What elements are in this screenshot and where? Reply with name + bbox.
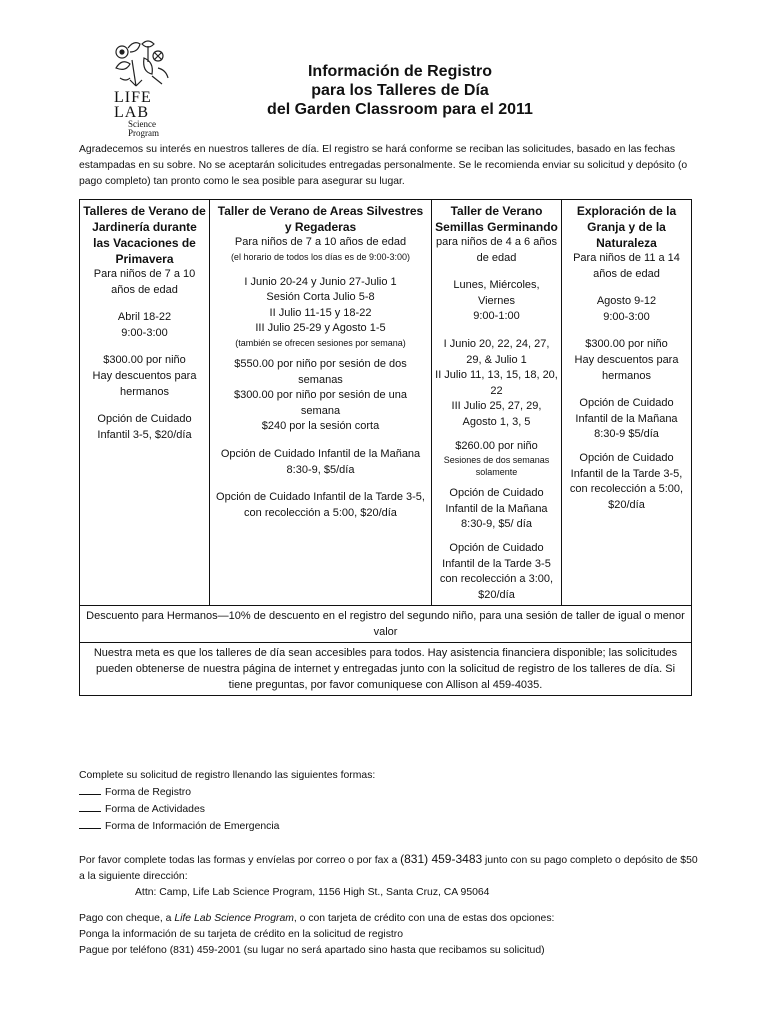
form-item bbox=[79, 801, 699, 818]
form-item bbox=[79, 818, 699, 835]
workshop-wildlands-session-2: II Julio 11-15 y 18-22 bbox=[269, 306, 372, 319]
workshop-farm-dates: Agosto 9-12 bbox=[596, 295, 657, 308]
payment-option-2: Pague por teléfono (831) 459-2001 (su lugar no será apartado sino hasta que recibamos su solicitud) bbox=[79, 945, 545, 956]
forms-intro: Complete su solicitud de registro llenando las siguientes formas: bbox=[79, 770, 376, 781]
workshop-farm-price: $300.00 por niño bbox=[585, 338, 668, 351]
workshop-wildlands-title: Taller de Verano de Areas Silvestres y Regaderas bbox=[217, 204, 424, 234]
workshop-spring-care: Opción de Cuidado Infantil 3-5, $20/día bbox=[97, 413, 192, 441]
workshop-seeds-days: Lunes, Miércoles, Viernes bbox=[453, 279, 540, 307]
payment-org: Life Lab Science Program bbox=[174, 913, 294, 924]
workshop-seeds-time: 9:00-1:00 bbox=[473, 310, 520, 323]
workshop-spring bbox=[80, 200, 210, 606]
intro-paragraph: Agradecemos su interés en nuestros talleres de día. El registro se hará conforme se reciban las solicitudes, basado en las fechas estampadas en su sobre. No se aceptarán solicitudes entregadas personalmente. Se le recomienda enviar su solicitud y depósito (o pago completo) tan pronto como le sea posible para asegurar su lugar. bbox=[79, 144, 688, 187]
title-line-1: Información de Registro bbox=[307, 63, 493, 80]
workshop-wildlands-schedule-note: (el horario de todos los días es de 9:00-3:00) bbox=[230, 251, 411, 262]
checkbox-blank bbox=[79, 784, 101, 795]
fax-number: (831) 459-3483 bbox=[400, 852, 483, 866]
workshop-farm bbox=[562, 200, 692, 606]
form-item-label: Forma de Registro bbox=[105, 787, 192, 798]
workshop-spring-time: 9:00-3:00 bbox=[121, 326, 168, 339]
workshop-seeds-care-morning: Opción de Cuidado Infantil de la Mañana 8:30-9, $5/ día bbox=[445, 487, 548, 531]
title-line-2: para los Talleres de Día bbox=[311, 82, 489, 99]
workshop-seeds-ages: para niños de 4 a 6 años de edad bbox=[435, 236, 558, 264]
workshop-spring-ages: Para niños de 7 a 10 años de edad bbox=[93, 268, 196, 296]
workshop-wildlands-session-3: III Julio 25-29 y Agosto 1-5 bbox=[255, 322, 386, 335]
workshop-wildlands-extra-note: (también se ofrecen sesiones por semana) bbox=[235, 337, 406, 348]
financial-aid-row bbox=[80, 643, 692, 696]
checkbox-blank bbox=[79, 818, 101, 829]
logo-text-science: Science bbox=[128, 119, 156, 129]
workshop-seeds-session-2: II Julio 11, 13, 15, 18, 20, 22 bbox=[435, 369, 558, 397]
checkbox-blank bbox=[79, 801, 101, 812]
workshop-seeds-session-1: I Junio 20, 22, 24, 27, 29, & Julio 1 bbox=[443, 337, 550, 366]
logo-text-lab: LAB bbox=[114, 104, 149, 121]
workshop-farm-discount: Hay descuentos para hermanos bbox=[574, 353, 679, 382]
workshop-farm-title: Exploración de la Granja y de la Naturaleza bbox=[576, 204, 677, 250]
title-line-3: del Garden Classroom para el 2011 bbox=[267, 101, 533, 118]
workshop-wildlands-price-two-week: $550.00 por niño por sesión de dos semanas bbox=[234, 357, 407, 386]
payment-intro: Pago con cheque, a Life Lab Science Program, o con tarjeta de crédito con una de estas dos opciones: bbox=[79, 913, 555, 924]
workshop-seeds-price-note: Sesiones de dos semanas solamente bbox=[443, 455, 550, 478]
workshop-wildlands-care-morning: Opción de Cuidado Infantil de la Mañana 8:30-9, $5/día bbox=[220, 447, 421, 476]
workshop-seeds bbox=[432, 200, 562, 606]
logo-text-program: Program bbox=[128, 128, 159, 138]
workshop-wildlands-care-afternoon: Opción de Cuidado Infantil de la Tarde 3-5, con recolección a 5:00, $20/día bbox=[216, 491, 425, 519]
workshop-seeds-title: Taller de Verano Semillas Germinando bbox=[435, 204, 558, 234]
workshop-wildlands-ages: Para niños de 7 a 10 años de edad bbox=[234, 236, 407, 248]
workshop-seeds-price: $260.00 por niño bbox=[455, 439, 538, 452]
life-lab-logo bbox=[108, 38, 172, 138]
workshop-wildlands bbox=[210, 200, 432, 606]
workshop-farm-time: 9:00-3:00 bbox=[603, 310, 650, 323]
payment-option-1: Ponga la información de su tarjeta de crédito en la solicitud de registro bbox=[79, 929, 404, 940]
mailing-address: Attn: Camp, Life Lab Science Program, 1156 High St., Santa Cruz, CA 95064 bbox=[135, 887, 490, 898]
workshop-wildlands-price-short: $240 por la sesión corta bbox=[261, 420, 380, 433]
form-item bbox=[79, 784, 699, 801]
garden-tools-icon bbox=[108, 38, 172, 90]
workshop-seeds-care-afternoon: Opción de Cuidado Infantil de la Tarde 3-5 con recolección a 3:00, $20/día bbox=[439, 541, 554, 601]
form-item-label: Forma de Actividades bbox=[105, 804, 205, 815]
financial-aid-text: Nuestra meta es que los talleres de día sean accesibles para todos. Hay asistencia financiera disponible; las solicitudes pueden obtenerse de nuestra página de internet y entregadas junto con la solicitud de registro de los talleres de día. Si tiene preguntas, por favor comuniquese con Allison al 459-4035. bbox=[80, 643, 692, 696]
workshop-wildlands-price-one-week: $300.00 por niño por sesión de una semana bbox=[233, 389, 408, 417]
mailing-text: Por favor complete todas las formas y envíelas por correo o por fax a (831) 459-3483 junto con su pago completo o depósito de $50 a la siguiente dirección: bbox=[79, 852, 698, 882]
workshop-wildlands-session-1: I Junio 20-24 y Junio 27-Julio 1 bbox=[244, 275, 397, 288]
sibling-discount-text: Descuento para Hermanos—10% de descuento en el registro del segundo niño, para una sesión de taller de igual o menor valor bbox=[80, 606, 692, 643]
workshop-spring-title: Talleres de Verano de Jardinería durante las Vacaciones de Primavera bbox=[83, 204, 206, 266]
page-title bbox=[200, 62, 600, 119]
workshop-spring-discount: Hay descuentos para hermanos bbox=[92, 369, 197, 398]
workshop-farm-care-afternoon: Opción de Cuidado Infantil de la Tarde 3-5, con recolección a 5:00, $20/día bbox=[569, 451, 684, 511]
forms-section bbox=[79, 768, 699, 835]
logo-text-life: LIFE bbox=[114, 89, 152, 106]
workshop-wildlands-short-session: Sesión Corta Julio 5-8 bbox=[266, 291, 375, 304]
workshops-table bbox=[79, 199, 692, 696]
sibling-discount-row bbox=[80, 606, 692, 643]
workshops-row bbox=[80, 200, 692, 606]
workshop-farm-ages: Para niños de 11 a 14 años de edad bbox=[573, 252, 680, 280]
workshop-spring-price: $300.00 por niño bbox=[103, 354, 186, 367]
form-item-label: Forma de Información de Emergencia bbox=[105, 821, 280, 832]
workshop-seeds-session-3: III Julio 25, 27, 29, Agosto 1, 3, 5 bbox=[451, 400, 542, 428]
mailing-instructions bbox=[79, 851, 699, 901]
workshop-spring-dates: Abril 18-22 bbox=[117, 311, 172, 324]
payment-instructions bbox=[79, 911, 699, 959]
workshop-farm-care-morning: Opción de Cuidado Infantil de la Mañana 8:30-9 $5/día bbox=[575, 397, 678, 441]
